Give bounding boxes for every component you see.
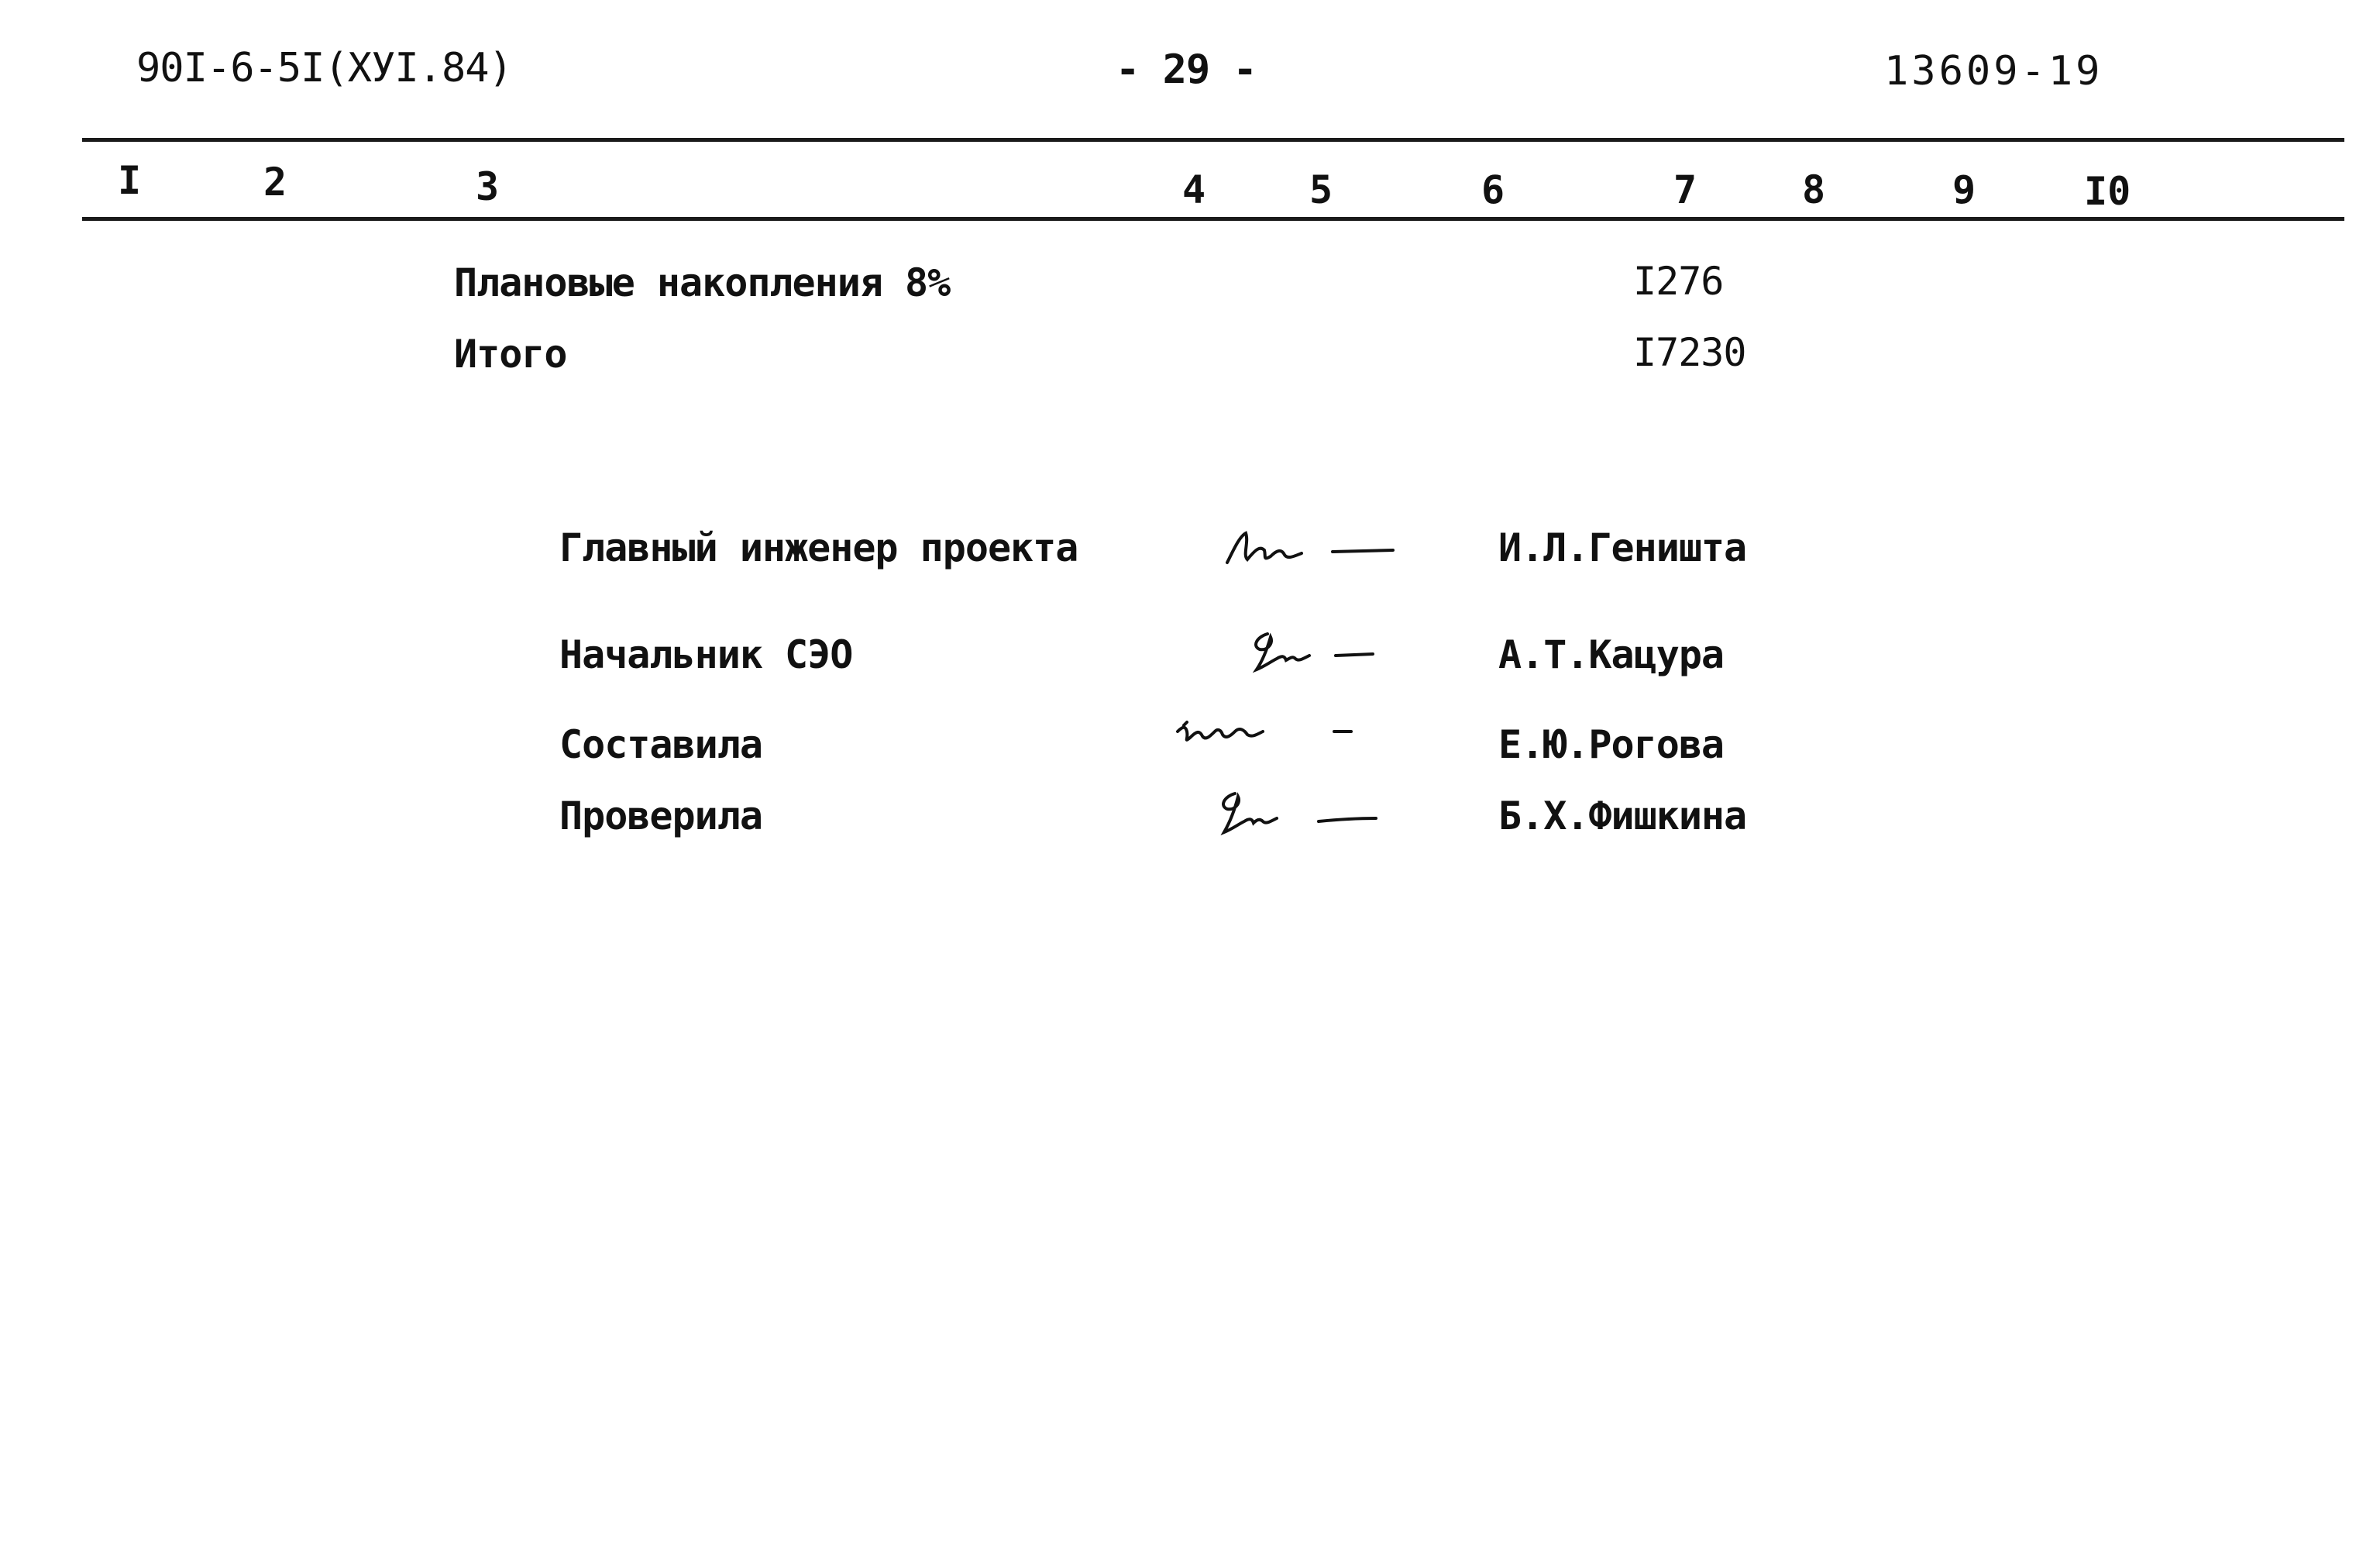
page-number: - 29 - <box>1116 46 1257 93</box>
signature-role: Начальник СЭО <box>559 632 853 677</box>
document-code: 90I-6-5I(ХУI.84) <box>136 45 512 91</box>
handwritten-signature <box>1202 781 1388 843</box>
signatory-name: А.Т.Кацура <box>1498 632 1725 677</box>
signatory-name: И.Л.Геништа <box>1498 525 1747 570</box>
signature-role: Главный инженер проекта <box>559 525 1078 570</box>
column-header-4: 4 <box>1182 167 1206 212</box>
table-row-label: Итого <box>454 332 567 377</box>
signature-role: Проверила <box>559 793 762 838</box>
column-header-7: 7 <box>1673 167 1697 212</box>
column-header-3: 3 <box>476 164 500 209</box>
signatory-name: Б.Х.Фишкина <box>1498 793 1747 838</box>
signature-role: Составила <box>559 722 762 767</box>
table-row-value: I7230 <box>1633 330 1746 375</box>
column-header-9: 9 <box>1952 167 1976 212</box>
sheet-number: 13609-19 <box>1884 48 2103 95</box>
column-header-8: 8 <box>1802 167 1826 212</box>
table-row-value: I276 <box>1633 259 1724 304</box>
table-row-label: Плановые накопления 8% <box>454 260 951 305</box>
handwritten-signature <box>1216 519 1402 573</box>
table-header-bottom-rule <box>82 217 2344 221</box>
handwritten-signature <box>1236 620 1391 682</box>
handwritten-signature <box>1167 708 1368 755</box>
column-header-5: 5 <box>1309 167 1333 212</box>
column-header-2: 2 <box>263 160 287 205</box>
signatory-name: Е.Ю.Рогова <box>1498 722 1725 767</box>
column-header-1: I <box>118 158 142 203</box>
column-header-6: 6 <box>1481 167 1505 212</box>
column-header-10: I0 <box>2084 169 2131 214</box>
table-top-rule <box>82 138 2344 142</box>
